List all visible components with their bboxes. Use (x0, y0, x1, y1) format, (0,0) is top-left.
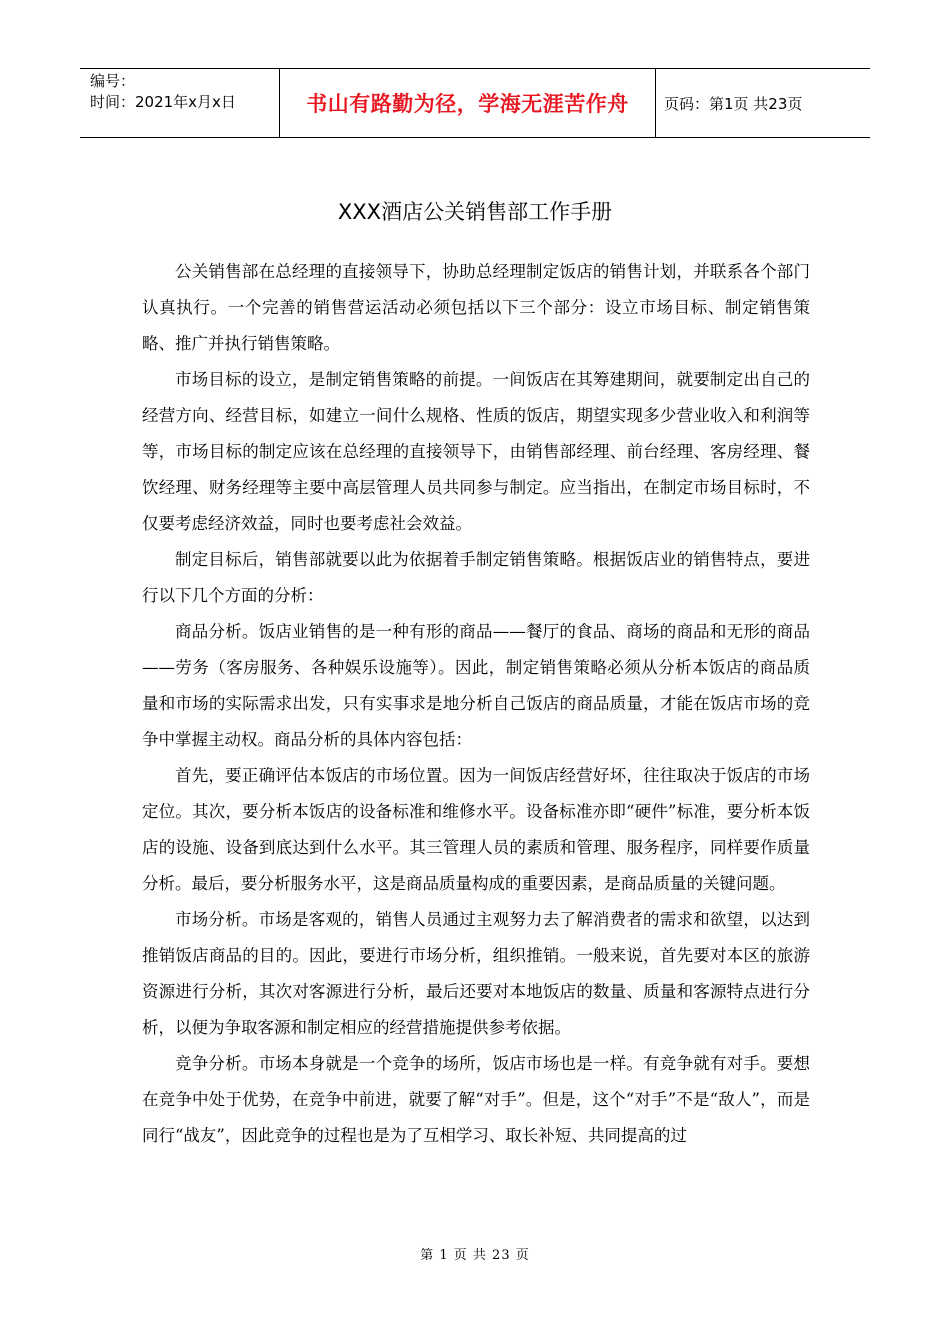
page-info-cell (656, 69, 870, 137)
paragraph: 制定目标后，销售部就要以此为依据着手制定销售策略。根据饭店业的销售特点，要进行以下几个方面的分析： (142, 550, 810, 605)
paragraph: 市场目标的设立，是制定销售策略的前提。一间饭店在其筹建期间，就要制定出自己的经营方向、经营目标，如建立一间什么规格、性质的饭店，期望实现多少营业收入和利润等等，市场目标的制定应该在总经理的直接领导下，由销售部经理、前台经理、客房经理、餐饮经理、财务经理等主要中高层管理人员共同参与制定。应当指出，在制定市场目标时，不仅要考虑经济效益，同时也要考虑社会效益。 (142, 370, 810, 533)
paragraph: 公关销售部在总经理的直接领导下，协助总经理制定饭店的销售计划，并联系各个部门认真执行。一个完善的销售营运活动必须包括以下三个部分：设立市场目标、制定销售策略、推广并执行销售策略。 (142, 262, 810, 353)
paragraph: 商品分析。饭店业销售的是一种有形的商品——餐厅的食品、商场的商品和无形的商品——劳务（客房服务、各种娱乐设施等）。因此，制定销售策略必须从分析本饭店的商品质量和市场的实际需求出发，只有实事求是地分析自己饭店的商品质量，才能在饭店市场的竞争中掌握主动权。商品分析的具体内容包括： (142, 622, 810, 749)
paragraph: 竞争分析。市场本身就是一个竞争的场所，饭店市场也是一样。有竞争就有对手。要想在竞争中处于优势，在竞争中前进，就要了解“对手”。但是，这个“对手”不是“敌人”，而是同行“战友”，因此竞争的过程也是为了互相学习、取长补短、共同提高的过 (142, 1054, 810, 1145)
page-footer: 第 1 页 共 23 页 (420, 1248, 530, 1263)
document-title: XXX酒店公关销售部工作手册 (337, 200, 613, 224)
date-line: 时间：2021年x月x日 (90, 93, 236, 111)
motto-text: 书山有路勤为径，学海无涯苦作舟 (306, 92, 629, 116)
number-label: 编号： (90, 72, 136, 90)
motto-cell (280, 69, 656, 137)
paragraph: 市场分析。市场是客观的，销售人员通过主观努力去了解消费者的需求和欲望，以达到推销饭店商品的目的。因此，要进行市场分析，组织推销。一般来说，首先要对本区的旅游资源进行分析，其次对客源进行分析，最后还要对本地饭店的数量、质量和客源特点进行分析，以便为争取客源和制定相应的经营措施提供参考依据。 (142, 910, 810, 1037)
header-meta-cell (80, 69, 280, 137)
document-body (142, 254, 810, 1154)
paragraph: 首先，要正确评估本饭店的市场位置。因为一间饭店经营好坏，往往取决于饭店的市场定位。其次，要分析本饭店的设备标准和维修水平。设备标准亦即“硬件”标准，要分析本饭店的设施、设备到底达到什么水平。其三管理人员的素质和管理、服务程序，同样要作质量分析。最后，要分析服务水平，这是商品质量构成的重要因素，是商品质量的关键问题。 (142, 766, 810, 893)
header-table (80, 68, 870, 138)
page-info-text: 页码：第1页 共23页 (664, 94, 803, 113)
